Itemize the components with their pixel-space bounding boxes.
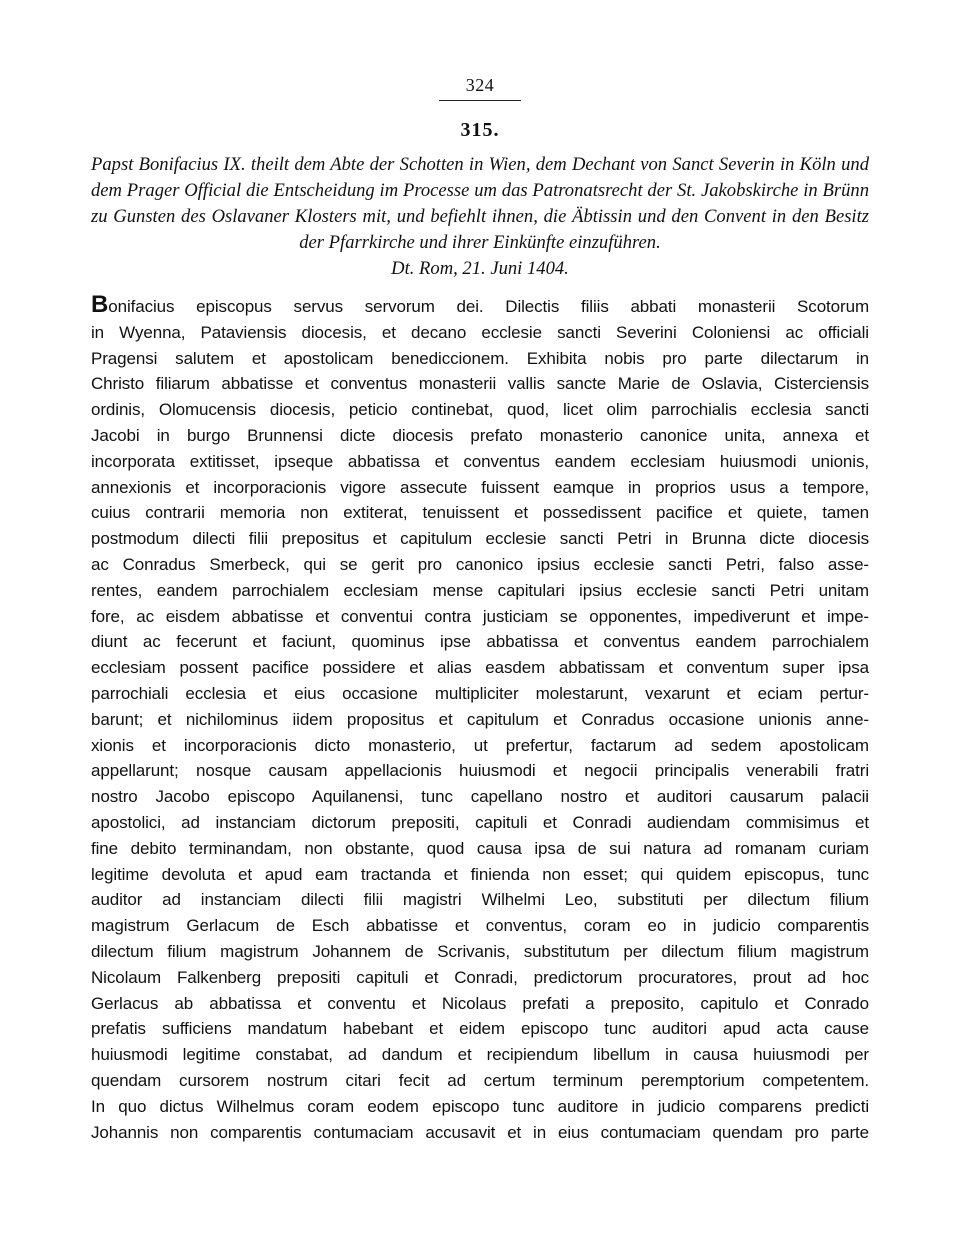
body-line-text: incorporata extitisset, ipseque abbatissa et conventus eandem ecclesiam huiusmodi unionis, [91,451,869,471]
body-line [91,423,869,449]
page-number: 324 [465,75,495,95]
body-line [91,346,869,372]
body-line-text: prefatis sufficiens mandatum habebant et eidem episcopo tunc auditori apud acta cause [91,1019,869,1039]
body-line [91,292,869,320]
body-line [91,397,869,423]
body-line-text: Johannis non comparentis contumaciam accusavit et in eius contumaciam quendam pro parte [91,1122,869,1142]
body-line-text: dilectum filium magistrum Johannem de Scrivanis, substitutum per dilectum filium magistrum [91,941,869,961]
dateline: Dt. Rom, 21. Juni 1404. [391,258,569,279]
body-line-text: In quo dictus Wilhelmus coram eodem episcopo tunc auditore in judicio comparens predicti [91,1096,869,1116]
body-line-text: onifacius episcopus servus servorum dei. Dilectis filiis abbati monasterii Scotorum [108,297,869,316]
body-line [91,836,869,862]
body-line [91,913,869,939]
body-line [91,449,869,475]
body-line [91,526,869,552]
body-line [91,810,869,836]
document-number: 315. [460,119,500,141]
document-page [91,74,869,1145]
body-line-text: rentes, eandem parrochialem ecclesiam mense capitulari ipsius ecclesie sancti Petri unitam [91,580,869,600]
body-line-text: legitime devoluta et apud eam tractanda et finienda non esset; qui quidem episcopus, tunc [91,864,869,884]
body-line-text: Gerlacus ab abbatissa et conventu et Nicolaus prefati a preposito, capitulo et Conrado [91,993,869,1013]
body-line-text: fore, ac eisdem abbatisse et conventui contra justiciam se opponentes, impediverunt et impe- [91,606,869,626]
body-line [91,629,869,655]
body-line-text: appellarunt; nosque causam appellacionis huiusmodi et negocii principalis venerabili fratri [91,761,869,781]
body-line-text: cuius contrarii memoria non extiterat, tenuissent et possedissent pacifice et quiete, tamen [91,503,869,523]
document-summary [91,152,869,282]
body-line-text: xionis et incorporacionis dicto monasterio, ut prefertur, factarum ad sedem apostolicam [91,735,869,755]
body-line [91,965,869,991]
body-line-text: Nicolaum Falkenberg prepositi capituli et Conradi, predictorum procuratores, prout ad hoc [91,967,869,987]
body-line [91,1068,869,1094]
body-line [91,1016,869,1042]
body-line [91,604,869,630]
body-line [91,862,869,888]
document-body [91,292,869,1145]
body-line-text: ordinis, Olomucensis diocesis, peticio continebat, quod, licet olim parrochialis ecclesia sancti [91,400,869,420]
body-line [91,991,869,1017]
body-line [91,552,869,578]
body-line [91,1042,869,1068]
body-line-text: Christo filiarum abbatisse et conventus monasterii vallis sancte Marie de Oslavia, Cisterciensis [91,374,869,394]
body-line-text: annexionis et incorporacionis vigore assecute fuissent eamque in proprios usus a tempore, [91,477,869,497]
body-line-text: Jacobi in burgo Brunnensi dicte diocesis prefato monasterio canonice unita, annexa et [91,425,869,445]
body-line-text: magistrum Gerlacum de Esch abbatisse et conventus, coram eo in judicio comparentis [91,916,869,936]
body-line [91,1120,869,1146]
body-line-text: in Wyenna, Pataviensis diocesis, et decano ecclesie sancti Severini Coloniensi ac officiali [91,322,869,342]
initial-letter: B [91,291,109,318]
body-line-text: parrochiali ecclesia et eius occasione multipliciter molestarunt, vexarunt et eciam pertur- [91,683,869,703]
body-line-text: diunt ac fecerunt et faciunt, quominus ipse abbatissa et conventus eandem parrochialem [91,632,869,652]
body-line-text: Pragensi salutem et apostolicam benediccionem. Exhibita nobis pro parte dilectarum in [91,348,869,368]
body-line [91,681,869,707]
body-line-text: barunt; et nichilominus iidem propositus et capitulum et Conradus occasione unionis anne- [91,709,869,729]
body-line [91,784,869,810]
body-line [91,578,869,604]
body-line-text: fine debito terminandam, non obstante, quod causa ipsa de sui natura ad romanam curiam [91,838,869,858]
summary-text: Papst Bonifacius IX. theilt dem Abte der Schotten in Wien, dem Dechant von Sanct Severin in Köln und dem Prager Official die Entscheidung im Processe um das Patronatsrecht der St. Jakobskirche in Brünn zu Gunsten des Oslavaner Klosters mit, und befiehlt ihnen, die Äbtissin und den Convent in den Besitz der Pfarrkirche und ihrer Einkünfte einzuführen. [91,154,869,253]
body-line-text: ac Conradus Smerbeck, qui se gerit pro canonico ipsius ecclesie sancti Petri, falso asse- [91,554,869,574]
body-line [91,475,869,501]
body-line [91,758,869,784]
page-number-rule [439,100,521,101]
body-line-text: quendam cursorem nostrum citari fecit ad certum terminum peremptorium competentem. [91,1070,869,1090]
body-line [91,655,869,681]
body-line [91,733,869,759]
body-line-text: apostolici, ad instanciam dictorum prepositi, capituli et Conradi audiendam commisimus et [91,812,869,832]
body-line-text: huiusmodi legitime constabat, ad dandum et recipiendum libellum in causa huiusmodi per [91,1045,869,1065]
body-line [91,887,869,913]
body-line [91,500,869,526]
body-line [91,371,869,397]
body-line-text: postmodum dilecti filii prepositus et capitulum ecclesie sancti Petri in Brunna dicte diocesis [91,529,869,549]
body-line [91,707,869,733]
body-line [91,320,869,346]
body-line [91,1094,869,1120]
body-line-text: nostro Jacobo episcopo Aquilanensi, tunc capellano nostro et auditori causarum palacii [91,787,869,807]
body-line-text: ecclesiam possent pacifice possidere et alias easdem abbatissam et conventum super ipsa [91,658,869,678]
body-line-text: auditor ad instanciam dilecti filii magistri Wilhelmi Leo, substituti per dilectum filium [91,890,869,910]
body-line [91,939,869,965]
